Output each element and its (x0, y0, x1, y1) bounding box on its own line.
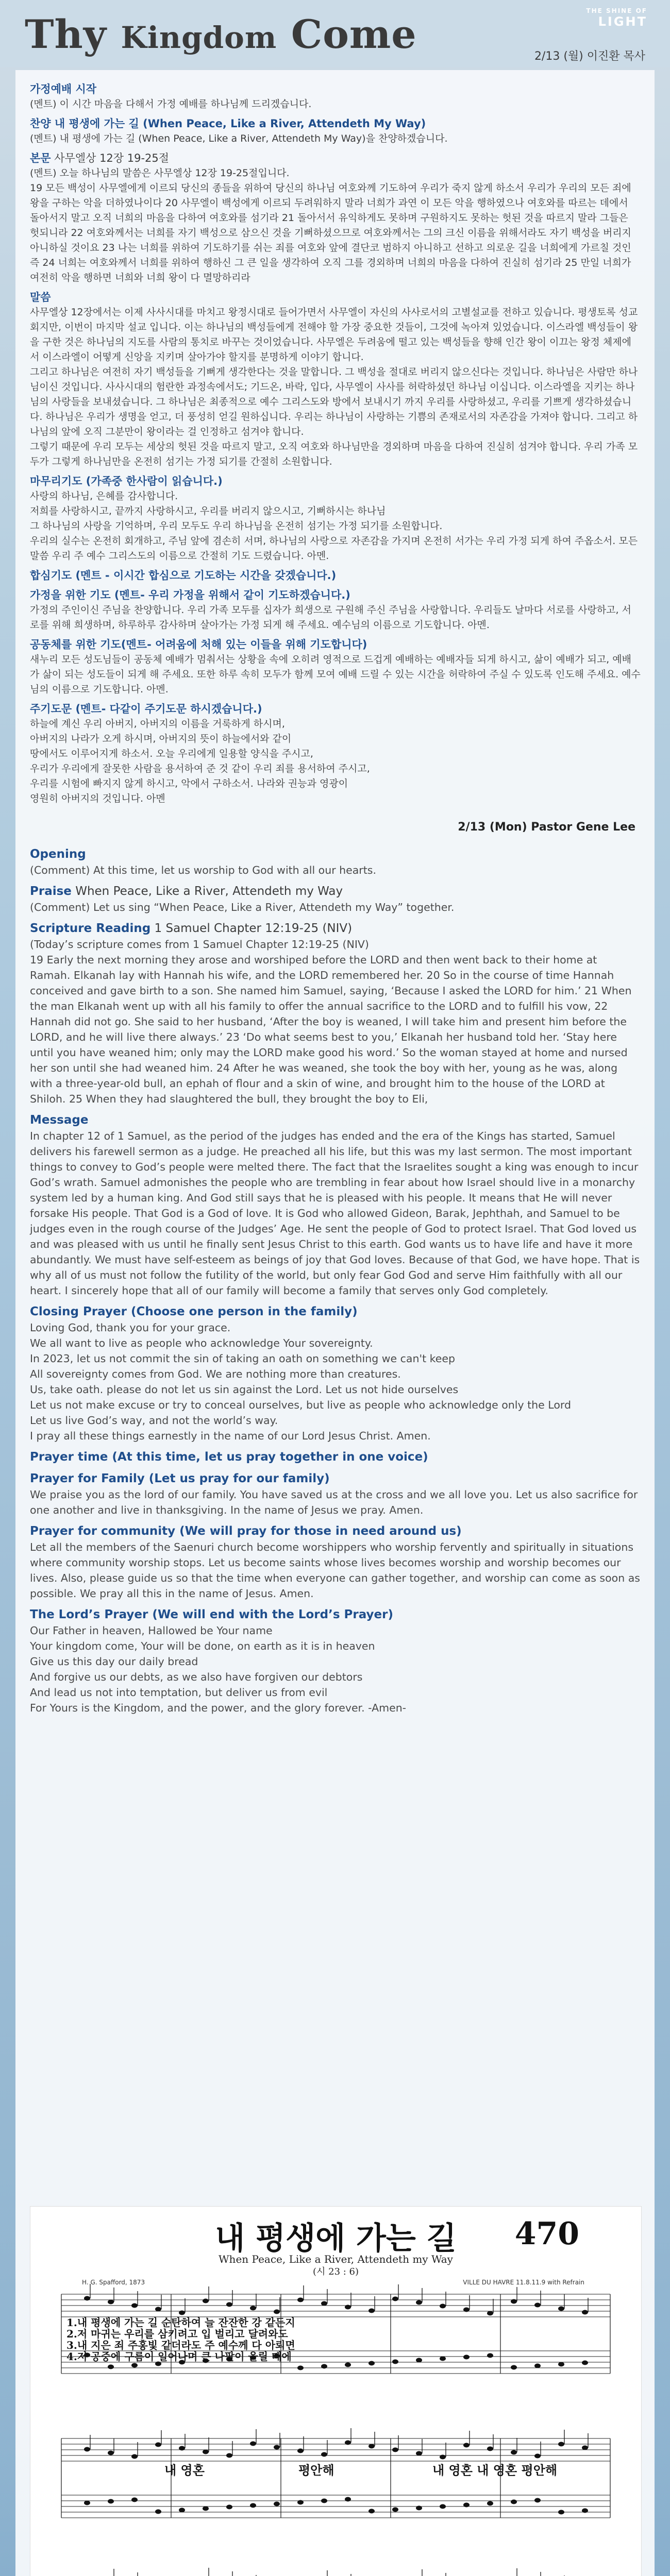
section-text: I pray all these things earnestly in the name of our Lord Jesus Christ. Amen. (30, 1430, 431, 1442)
section-heading: Scripture Reading 1 Samuel Chapter 12:19-25 (NIV) (30, 922, 353, 935)
brand-logo: THE SHINE OF LIGHT (586, 7, 647, 29)
section-heading: 본문 사무엘상 12장 19-25절 (30, 152, 170, 164)
section-heading: Prayer time (At this time, let us pray together in one voice) (30, 1450, 428, 1464)
hymn-lyric-line: 4.저 공중에 구름이 일어나며 큰 나팔이 울릴 때에 (66, 2350, 292, 2363)
section-text: (Today’s scripture comes from 1 Samuel Chapter 12:19-25 (NIV) (30, 938, 369, 951)
section-text: 영원히 아버지의 것입니다. 아멘 (30, 793, 165, 804)
section-text: In 2023, let us not commit the sin of taking an oath on something we can't keep (30, 1352, 456, 1365)
section-text: 가정의 주인이신 주님을 찬양합니다. 우리 가족 모두를 십자가 희생으로 구원해 주신 주님을 사랑합니다. 우리들도 날마다 서로를 사랑하고, 서로를 위해 희생하며, 하루하루 감사하며 살아가는 가정 되게 해 주세요. 예수님의 이름으로 기도합니다. 아멘. (30, 604, 631, 631)
section-heading: The Lord’s Prayer (We will end with the Lord’s Prayer) (30, 1608, 393, 1621)
section-heading: Opening (30, 848, 86, 861)
hymn-lyric-line: 3.내 지은 죄 주홍빛 같더라도 주 예수께 다 아뢰면 (66, 2339, 295, 2351)
section-text: Let us live God’s way, and not the world’s way. (30, 1414, 278, 1427)
section-text: 저희를 사랑하시고, 끝까지 사랑하시고, 우리를 버리지 않으시고, 기뻐하시는 하나님 (30, 505, 386, 517)
korean-date-pastor: 2/13 (월) 이진환 목사 (534, 50, 645, 63)
section-heading: Closing Prayer (Choose one person in the family) (30, 1305, 358, 1318)
section-text: (Comment) At this time, let us worship to God with all our hearts. (30, 864, 376, 876)
section-heading: 마무리기도 (가족중 한사람이 읽습니다.) (30, 475, 223, 487)
english-section (30, 846, 641, 1716)
music-staff (30, 2207, 641, 2576)
hymn-title: 내 평생에 가는 길 (215, 2221, 457, 2257)
section-text: In chapter 12 of 1 Samuel, as the period of the judges has ended and the era of the Kings has started, Samuel delivers his farewell sermon as a judge. He preached all his life, but this was my last sermon. The most important things to convey to God’s people were melted there. The fact that the Israelites sought a king was enough to incur God’s wrath. Samuel admonishes the people who are trembling in fear about how Israel should live in a monarchy system led by a human king. And God still says that he is pleased with his people. It means that He will never forsake His people. That God is a God of love. It is God who allowed Gideon, Barak, Jephthah, and Samuel to be judges even in the rough course of the Judges’ Age. He sent the people of God to protect Israel. That God loved us and was pleased with us until he finally sent Jesus Christ to this earth. God wants us to have life and have it more abundantly. We must have self-esteem as beings of joy that God loves. Because of that God, we have hope. That is why all of us must not follow the futility of the world, but only fear God God and serve Him faithfully with all our heart. I sincerely hope that all of our family will become a family that serves only God completely. (30, 1130, 640, 1297)
hymn-subtitle: When Peace, Like a River, Attendeth my Way (219, 2253, 453, 2265)
section-text: (멘트) 이 시간 마음을 다해서 가정 예배를 하나님께 드리겠습니다. (30, 98, 312, 110)
section-heading: 주기도문 (멘트- 다같이 주기도문 하시겠습니다.) (30, 703, 262, 715)
section-text: 그 하나님의 사랑을 기억하며, 우리 모두도 우리 하나님을 온전히 섬기는 가정 되기를 소원합니다. (30, 520, 443, 532)
section-heading: 합심기도 (멘트 - 이시간 합심으로 기도하는 시간을 갖겠습니다.) (30, 569, 337, 582)
section-text: 우리를 시험에 빠지지 않게 하시고, 악에서 구하소서. 나라와 권능과 영광이 (30, 778, 348, 789)
section-text: 그렇기 때문에 우리 모두는 세상의 헛된 것을 따르지 말고, 오직 여호와 하나님만을 경외하며 마음을 다하여 진실히 섬겨야 합니다. 우리 가족 모두가 그렇게 하나님만을 온전히 섬기는 가정 되기를 간절히 소원합니다. (30, 441, 638, 467)
section-text: Your kingdom come, Your will be done, on earth as it is in heaven (30, 1640, 375, 1652)
section-text: Loving God, thank you for your grace. (30, 1321, 231, 1334)
hymn-number: 470 (514, 2216, 579, 2252)
section-heading: 공동체를 위한 기도(멘트- 어려움에 처해 있는 이들을 위해 기도합니다) (30, 638, 367, 651)
hymn-author: H. G. Spafford, 1873 (82, 2279, 145, 2286)
section-text: 하늘에 계신 우리 아버지, 아버지의 이름을 거룩하게 하시며, (30, 718, 285, 730)
section-heading: 가정예배 시작 (30, 83, 97, 95)
hymn-refrain: 평안해 (298, 2463, 334, 2478)
hymn-lyric-line: 2.저 마귀는 우리를 삼키려고 입 벌리고 달려와도 (66, 2328, 288, 2340)
section-text: 사무엘상 12장에서는 이제 사사시대를 마치고 왕정시대로 들어가면서 사무엘이 자신의 사사로서의 고별설교를 전하고 있습니다. 평생토록 성교회지만, 이번이 마지막 설교 입니다. 이는 하나님의 백성들에게 전해야 할 가장 중요한 것들이, 그것에 녹아져 있었습니다. 이스라엘 백성들이 왕을 구한 것은 하나님의 지도를 사람의 통치로 바꾸는 것이었습니다. 사무엘은 두려움에 떨고 있는 백성들을 향해 인간 왕이 이끄는 왕정 체제에서 이스라엘이 어떻게 신앙을 지키며 살아가야 할지를 분명하게 이야기 합니다. (30, 307, 638, 363)
section-text: Our Father in heaven, Hallowed be Your name (30, 1624, 273, 1637)
section-heading: 말씀 (30, 291, 51, 303)
section-heading: Prayer for Family (Let us pray for our family) (30, 1472, 330, 1485)
section-text: Let all the members of the Saenuri church become worshippers who worship fervently and spiritually in situations where community worship stops. Let us become saints whose lives becomes worship and worship becomes our lives. Also, please guide us so that the time when everyone can gather together, and worship can come as soon as possible. We pray all this in the name of Jesus. Amen. (30, 1541, 640, 1600)
section-text: And lead us not into temptation, but deliver us from evil (30, 1686, 328, 1699)
section-text: We praise you as the lord of our family. You have saved us at the cross and we all love you. Let us also sacrifice for one another and live in thanksgiving. In the name of Jesus we pray. Amen. (30, 1488, 638, 1516)
korean-section (30, 81, 641, 806)
section-text: 땅에서도 이루어지게 하소서. 오늘 우리에게 일용할 양식을 주시고, (30, 748, 313, 759)
hymn-sheet (30, 2206, 642, 2576)
section-text: 우리가 우리에게 잘못한 사람을 용서하여 준 것 같이 우리 죄를 용서하여 주시고, (30, 763, 370, 774)
section-text: 우리의 실수는 온전히 회개하고, 주님 앞에 겸손히 서며, 하나님의 사랑으로 자존감을 가지며 온전히 서가는 우리 가정 되게 하여 주옵소서. 모든 말씀 우리 주 예수 그리스도의 이름으로 간절히 기도 드렸습니다. 아멘. (30, 535, 638, 562)
section-text: 아버지의 나라가 오게 하시며, 아버지의 뜻이 하늘에서와 같이 (30, 733, 292, 744)
section-text: 19 Early the next morning they arose and worshiped before the LORD and then went back to their home at Ramah. Elkanah lay with Hannah his wife, and the LORD remembered her. 20 So in the course of time Hannah conceived and gave birth to a son. She named him Samuel, saying, ‘Because I asked the LORD for him.’ 21 When the man Elkanah went up with all his family to offer the annual sacrifice to the LORD and to fulfill his vow, 22 Hannah did not go. She said to her husband, ‘After the boy is weaned, I will take him and present him before the LORD, and he will live there always.’ 23 ‘Do what seems best to you,’ Elkanah her husband told her. ‘Stay here until you have weaned him; only may the LORD make good his word.’ So the woman stayed at home and nursed her son until she had weaned him. 24 After he was weaned, she took the boy with her, young as he was, along with a three-year-old bull, an ephah of flour and a skin of wine, and brought him to the house of the LORD at Shiloh. 25 When they had slaughtered the bull, they brought the boy to Eli, (30, 954, 632, 1105)
hymn-refrain: 내 영혼 내 영혼 평안해 (432, 2463, 558, 2478)
section-text: We all want to live as people who acknowledge Your sovereignty. (30, 1337, 373, 1349)
section-text: All sovereignty comes from God. We are nothing more than creatures. (30, 1368, 401, 1380)
section-heading: Praise When Peace, Like a River, Attendeth my Way (30, 885, 343, 898)
section-text: For Yours is the Kingdom, and the power, and the glory forever. -Amen- (30, 1702, 407, 1714)
section-text: Us, take oath. please do not let us sin against the Lord. Let us not hide ourselves (30, 1383, 459, 1396)
section-heading: 가정을 위한 기도 (멘트- 우리 가정을 위해서 같이 기도하겠습니다.) (30, 589, 350, 601)
section-text: 사랑의 하나님, 은혜를 감사합니다. (30, 490, 178, 502)
english-date-pastor: 2/13 (Mon) Pastor Gene Lee (458, 821, 635, 834)
hymn-tune: VILLE DU HAVRE 11.8.11.9 with Refrain (463, 2279, 584, 2286)
section-text: 새누리 모든 성도님들이 공동체 예배가 멈춰서는 상황을 속에 오히려 영적으로 드겁게 예배하는 예배자들 되게 하시고, 삶이 예배가 되고, 예배가 삶이 되는 성도들이 되게 해 주세요. 또한 하루 속히 모두가 함께 모여 예배 드릴 수 있는 시간을 허락하여 주실 수 있도록 인도해 주세요. 예수님의 이름으로 기도합니다. 아멘. (30, 654, 641, 695)
section-heading: Message (30, 1113, 89, 1127)
section-text: 19 모든 백성이 사무엘에게 이르되 당신의 종들을 위하여 당신의 하나님 여호와께 기도하여 우리가 죽지 않게 하소서 우리가 우리의 모든 죄에 왕을 구하는 악을 더하였나이다 20 사무엘이 백성에게 이르되 두려워하지 말라 너희가 과연 이 모든 악을 행하였으나 여호와를 따르는 데에서 돌아서지 말고 오직 너희의 마음을 다하여 여호와를 섬기라 21 돌아서서 유익하게도 못하며 구원하지도 못하는 헛된 것을 따르지 말라 그들은 헛되니라 22 여호와께서는 너희를 자기 백성으로 삼으신 것을 기뻐하셨으므로 여호와께서는 그의 크신 이름을 위해서라도 자기 백성을 버리지 아니하실 것이요 23 나는 너희를 위하여 기도하기를 쉬는 죄를 여호와 앞에 결단코 범하지 아니하고 선하고 의로운 길을 너희에게 가르칠 것인즉 24 너희는 여호와께서 너희를 위하여 행하신 그 큰 일을 생각하여 오직 그를 경외하며 너희의 마음을 다하여 진실히 섬기라 25 만일 너희가 여전히 악을 행하면 너희와 너희 왕이 다 멸망하리라 (30, 182, 631, 283)
section-text: Give us this day our daily bread (30, 1655, 198, 1668)
page-title: Thy Kingdom Come (25, 11, 417, 57)
hymn-refrain: 내 영혼 (164, 2463, 205, 2478)
section-heading: 찬양 내 평생에 가는 길 (When Peace, Like a River, Attendeth My Way) (30, 117, 426, 130)
section-text: Let us not make excuse or try to conceal ourselves, but live as people who acknowledge only the Lord (30, 1399, 571, 1411)
hymn-reference: (시 23 : 6) (312, 2266, 359, 2277)
section-text: 그리고 하나님은 여전히 자기 백성들을 기뻐게 생각한다는 것을 말합니다. 그 백성을 절대로 버리지 않으신다는 것입니다. 하나님은 사람만 하나님이신 것입니다. 사사시대의 험란한 과정속에서도; 기드온, 바락, 입다, 사무엘이 사사를 허락하셨던 하나님 이십니다. 이스라엘을 지키는 하나님의 사랑들을 보내셨습니다. 그 하나님은 최종적으로 예수 그리스도와 방에서 보내시기 까지 우리를 사랑하셨고, 우리를 기쁘게 생각하셨습니다. 하나님은 우리가 생명을 얻고, 더 풍성히 얻길 원하십니다. 우리는 하나님이 사랑하는 기쁨의 존재로서의 자존감을 가져야 합니다. 그리고 하나님의 앞에 오직 그분만이 왕이라는 걸 인정하고 섬겨야 합니다. (30, 366, 638, 437)
hymn-lyric-line: 1.내 평생에 가는 길 순탄하여 늘 잔잔한 강 같든지 (66, 2316, 295, 2329)
worship-guide (30, 77, 641, 1716)
section-text: (Comment) Let us sing “When Peace, Like a River, Attendeth my Way” together. (30, 901, 455, 913)
section-text: And forgive us our debts, as we also have forgiven our debtors (30, 1671, 363, 1683)
section-text: (멘트) 내 평생에 가는 길 (When Peace, Like a River, Attendeth My Way)을 찬양하겠습니다. (30, 133, 448, 144)
section-heading: Prayer for community (We will pray for those in need around us) (30, 1524, 462, 1538)
section-text: (멘트) 오늘 하나님의 말씀은 사무엘상 12장 19-25절입니다. (30, 167, 290, 179)
